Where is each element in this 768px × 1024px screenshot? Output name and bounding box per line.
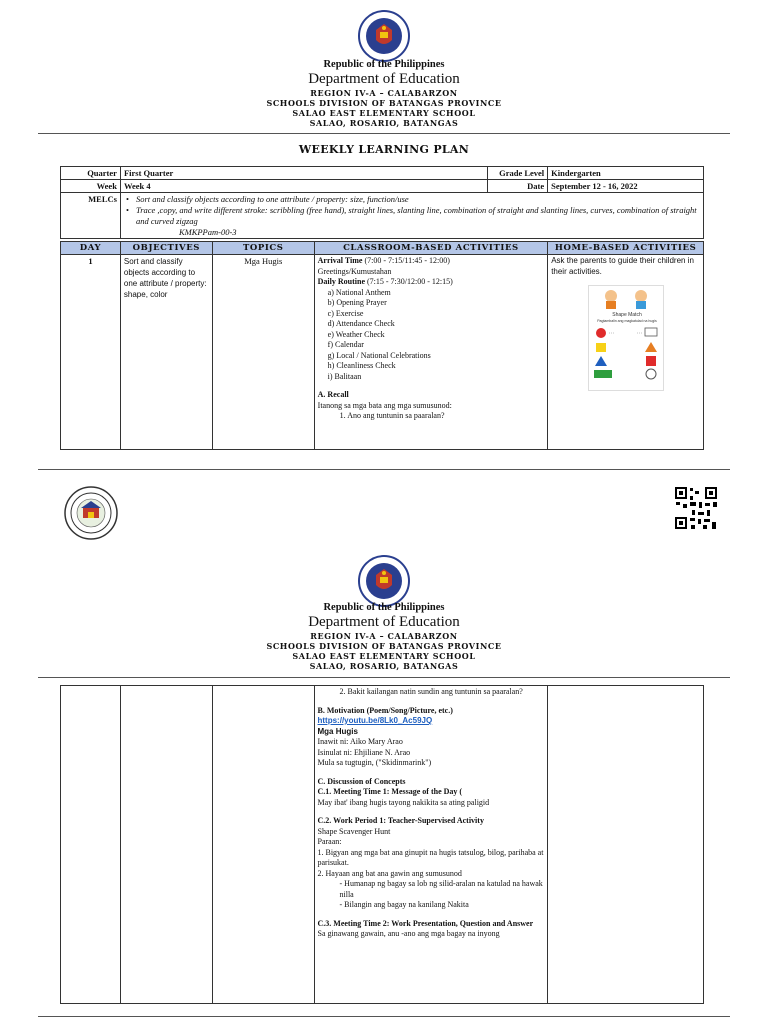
- written-by: Isinulat ni: Ehjiliane N. Arao: [317, 747, 411, 757]
- division-text: SCHOOLS DIVISION OF BATANGAS PROVINCE: [266, 641, 502, 651]
- c2-substep: - Humanap ng bagay sa lob ng silid-aralan na katulad na hawak nilla: [339, 879, 543, 899]
- melcs-label: MELCs: [61, 193, 121, 239]
- topic-cell: Mga Hugis: [212, 255, 314, 450]
- c2-paraan: Paraan:: [317, 837, 342, 846]
- list-item: e) Weather Check: [327, 329, 385, 339]
- division-text: SCHOOLS DIVISION OF BATANGAS PROVINCE: [266, 98, 502, 108]
- school-logo-icon: [64, 486, 118, 540]
- home-text: Ask the parents to guide their children in their activities.: [551, 256, 694, 276]
- home-cell: [548, 255, 704, 450]
- melcs-row: [61, 193, 704, 239]
- arrival-time: (7:00 - 7:15/11:45 - 12:00): [362, 256, 450, 265]
- list-item: c) Exercise: [327, 308, 364, 318]
- quarter-label: Quarter: [61, 167, 121, 180]
- col-classroom: CLASSROOM-BASED ACTIVITIES: [314, 242, 548, 255]
- c2-activity: Shape Scavenger Hunt: [317, 826, 391, 836]
- recall-question: 2. Bakit kailangan natin sundin ang tuntunin sa paaralan?: [339, 687, 523, 696]
- c1-text: May ibat' ibang hugis tayong nakikita sa ating paligid: [317, 797, 490, 807]
- shape-match-worksheet-icon: [589, 286, 665, 392]
- department-text: Department of Education: [308, 71, 460, 87]
- list-item: h) Cleanliness Check: [327, 361, 396, 370]
- grade-value: Kindergarten: [548, 167, 704, 180]
- c2-substep: - Bilangin ang bagay na kanilang Nakita: [339, 900, 469, 909]
- c1-label: C.1. Meeting Time 1: Message of the Day (: [317, 787, 463, 796]
- quarter-value: First Quarter: [120, 167, 487, 180]
- table-row: [61, 686, 704, 1004]
- column-header-row: [61, 242, 704, 255]
- wlp-table: [60, 166, 704, 239]
- col-day: DAY: [61, 242, 121, 255]
- list-item: b) Opening Prayer: [327, 298, 387, 307]
- school-text: SALAO EAST ELEMENTARY SCHOOL: [292, 651, 476, 661]
- region-text: REGION IV-A – CALABARZON: [310, 631, 458, 641]
- worksheet-image: [588, 285, 664, 391]
- list-item: f) Calendar: [327, 340, 364, 349]
- routine-list: [318, 288, 545, 383]
- recall-label: A. Recall: [317, 390, 349, 399]
- col-home: HOME-BASED ACTIVITIES: [548, 242, 704, 255]
- tune-text: Mula sa tugtugin, ("Skidinmarink"): [317, 758, 432, 767]
- header-divider: [38, 677, 730, 678]
- table-row: [61, 255, 704, 450]
- week-row: [61, 180, 704, 193]
- grade-label: Grade Level: [488, 167, 548, 180]
- republic-text: Republic of the Philippines: [323, 602, 445, 613]
- routine-label: Daily Routine: [317, 277, 365, 286]
- melc-code: KMKPPam-00-3: [178, 227, 237, 237]
- activities-table: [60, 241, 704, 450]
- day-cell: 1: [61, 255, 121, 450]
- objectives-cell: Sort and classify objects according to one attribute / property: shape, color: [120, 255, 212, 450]
- list-item: i) Balitaan: [327, 371, 362, 381]
- date-label: Date: [488, 180, 548, 193]
- c2-label: C.2. Work Period 1: Teacher-Supervised Activity: [317, 816, 484, 825]
- routine-time: (7:15 - 7:30/12:00 - 12:15): [365, 277, 453, 286]
- address-text: SALAO, ROSARIO, BATANGAS: [309, 118, 459, 128]
- c2-step: 2. Hayaan ang bat ana gawin ang sumusunod: [317, 868, 462, 878]
- address-text: SALAO, ROSARIO, BATANGAS: [309, 661, 459, 671]
- week-label: Week: [61, 180, 121, 193]
- recall-question: 1. Ano ang tuntunin sa paaralan?: [339, 411, 445, 420]
- region-text: REGION IV-A – CALABARZON: [310, 88, 458, 98]
- col-topics: TOPICS: [212, 242, 314, 255]
- qr-code-icon: [674, 486, 718, 530]
- video-link[interactable]: https://youtu.be/8Lk0_Ac59JQ: [317, 716, 433, 725]
- c2-step: 1. Bigyan ang mga bat ana ginupit na hugis tatsulog, bilog, parihaba at parisukat.: [317, 847, 544, 867]
- melc-item: • Sort and classify objects according to one attribute / property: size, function/use: [124, 194, 700, 205]
- deped-seal-icon: [358, 10, 410, 62]
- melc-item: • Trace ,copy, and write different stroke: scribbling (free hand), straight lines, slanting line, combination of straight and slanting lines, curves, combination of straight and curved zigzag: [124, 205, 700, 227]
- date-value: September 12 - 16, 2022: [548, 180, 704, 193]
- c3-label: C.3. Meeting Time 2: Work Presentation, Question and Answer: [317, 918, 534, 928]
- activities-table-continued: [60, 685, 704, 1004]
- recall-text: Itanong sa mga bata ang mga sumusunod:: [317, 400, 452, 410]
- list-item: d) Attendance Check: [327, 319, 395, 328]
- col-objectives: OBJECTIVES: [120, 242, 212, 255]
- classroom-cell: [314, 686, 548, 1004]
- letterhead: [0, 59, 768, 128]
- arrival-label: Arrival Time: [317, 256, 363, 265]
- motivation-label: B. Motivation (Poem/Song/Picture, etc.): [317, 705, 453, 715]
- worksheet-title: Shape Match: [611, 312, 642, 318]
- republic-text: Republic of the Philippines: [323, 59, 445, 70]
- sung-by: Inawit ni: Aiko Mary Arao: [317, 737, 403, 746]
- greetings-text: Greetings/Kumustahan: [317, 266, 392, 276]
- department-text: Department of Education: [308, 614, 460, 630]
- header-divider: [38, 133, 730, 134]
- page-divider: [38, 1016, 730, 1017]
- school-text: SALAO EAST ELEMENTARY SCHOOL: [292, 108, 476, 118]
- page-title: WEEKLY LEARNING PLAN: [298, 143, 470, 156]
- list-item: a) National Anthem: [327, 287, 391, 297]
- discussion-label: C. Discussion of Concepts: [317, 776, 406, 786]
- quarter-row: [61, 167, 704, 180]
- classroom-cell: [314, 255, 548, 450]
- c3-text: Sa ginawang gawain, anu -ano ang mga bagay na inyong: [317, 929, 500, 938]
- letterhead: [0, 602, 768, 671]
- deped-seal-icon: [358, 555, 410, 607]
- worksheet-instructions: Pagtambalin ang magkatulad na hugis: [596, 319, 657, 323]
- melc-list: [124, 194, 700, 227]
- page-divider: [38, 469, 730, 470]
- song-title: Mga Hugis: [317, 726, 358, 736]
- list-item: g) Local / National Celebrations: [327, 350, 431, 360]
- week-value: Week 4: [120, 180, 487, 193]
